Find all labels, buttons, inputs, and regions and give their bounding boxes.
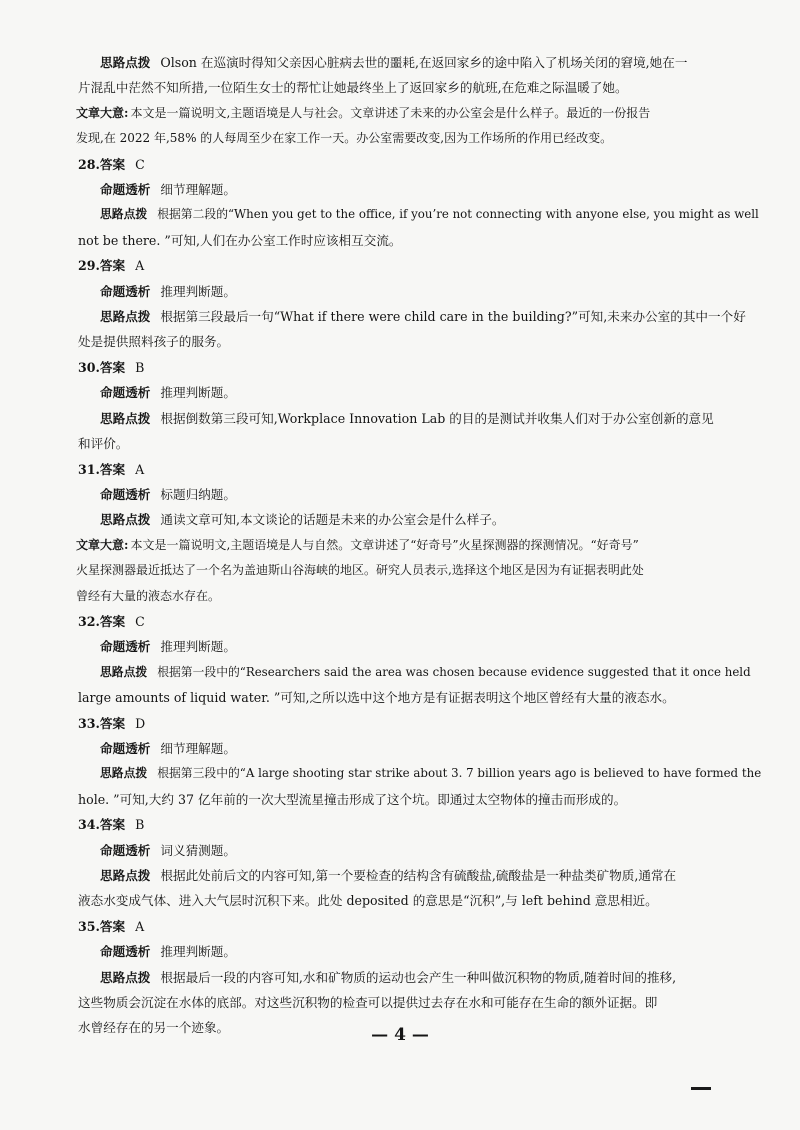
question-number: 31. [78, 461, 100, 477]
analysis-label: 命题透析 [100, 740, 151, 756]
answer-heading-33 [78, 711, 760, 736]
answer-heading-32 [78, 609, 760, 634]
thinking-text-cont: large amounts of liquid water. ”可知,之所以选中这个地方是有证据表明这个地区曾经有大量的液态水。 [78, 690, 675, 706]
thinking-text-cont: 这些物质会沉淀在水体的底部。对这些沉积物的检查可以提供过去存在水和可能存在生命的额外证据。即 [78, 995, 658, 1011]
analysis-text: 推理判断题。 [160, 639, 236, 655]
answer-value: D [135, 715, 146, 731]
analysis-text: 推理判断题。 [160, 283, 236, 299]
thinking-text: 根据倒数第三段可知,Workplace Innovation Lab 的目的是测试并收集人们对于办公室创新的意见 [160, 410, 714, 426]
analysis-label: 命题透析 [100, 842, 151, 858]
thinking-label: 思路点拨 [100, 55, 151, 70]
thinking-text-cont: not be there. ”可知,人们在办公室工作时应该相互交流。 [78, 232, 402, 248]
analysis-text: 推理判断题。 [160, 385, 236, 401]
scan-mark [691, 1087, 711, 1090]
answer-value: A [135, 461, 145, 477]
thinking-text-cont: 水曾经存在的另一个迹象。 [78, 1020, 230, 1036]
summary-text-cont: 曾经有大量的液态水存在。 [76, 588, 221, 603]
thinking-line-32 [78, 660, 760, 685]
analysis-line-32 [78, 634, 760, 659]
analysis-line-31 [78, 482, 760, 507]
question-number: 30. [78, 359, 100, 375]
analysis-line-33 [78, 736, 760, 761]
analysis-line-34 [78, 838, 760, 863]
thinking-text: 根据第三段中的“A large shooting star strike about 3. 7 billion years ago is believed to have formed the [157, 766, 762, 781]
thinking-text: 根据第二段的“When you get to the office, if you’re not connecting with anyone else, you might as well [157, 207, 759, 222]
thinking-line-34 [78, 863, 760, 888]
answer-heading-30 [78, 355, 760, 380]
thinking-text: 通读文章可知,本文谈论的话题是未来的办公室会是什么样子。 [160, 512, 505, 528]
thinking-text: 根据此处前后文的内容可知,第一个要检查的结构含有硫酸盐,硫酸盐是一种盐类矿物质,通常在 [160, 868, 677, 883]
summary-line [76, 533, 760, 558]
analysis-text: 标题归纳题。 [160, 486, 236, 502]
analysis-label: 命题透析 [100, 639, 151, 655]
thinking-text-cont: 处是提供照料孩子的服务。 [78, 334, 230, 350]
thinking-label: 思路点拨 [100, 969, 151, 985]
analysis-label: 命题透析 [100, 385, 151, 401]
thinking-label: 思路点拨 [100, 868, 151, 883]
answer-label: 答案 [99, 461, 126, 477]
thinking-text: 根据第一段中的“Researchers said the area was chosen because evidence suggested that it once held [157, 664, 751, 679]
answer-heading-34 [78, 812, 760, 837]
analysis-text: 词义猜测题。 [160, 842, 236, 858]
question-number: 29. [78, 258, 100, 274]
thinking-label: 思路点拨 [100, 512, 151, 528]
answer-label: 答案 [99, 918, 126, 934]
summary-label: 文章大意: [76, 537, 129, 552]
answer-heading-35 [78, 914, 760, 939]
question-number: 32. [78, 613, 100, 629]
thinking-line-30 [78, 406, 760, 431]
answer-value: C [135, 613, 145, 629]
thinking-label: 思路点拨 [100, 664, 148, 679]
answer-label: 答案 [99, 258, 126, 274]
answer-heading-31 [78, 457, 760, 482]
thinking-line-31 [78, 507, 760, 532]
intro-text: Olson 在巡演时得知父亲因心脏病去世的噩耗,在返回家乡的途中陷入了机场关闭的窘境,她在一 [160, 55, 688, 70]
answer-value: A [135, 258, 145, 274]
summary-text: 本文是一篇说明文,主题语境是人与社会。文章讲述了未来的办公室会是什么样子。最近的一份报告 [130, 105, 651, 120]
summary-text-cont: 发现,在 2022 年,58% 的人每周至少在家工作一天。办公室需要改变,因为工作场所的作用已经改变。 [76, 131, 613, 146]
analysis-line-29 [78, 279, 760, 304]
question-number: 35. [78, 918, 100, 934]
summary-text: 本文是一篇说明文,主题语境是人与自然。文章讲述了“好奇号”火星探测器的探测情况。“好奇号” [130, 537, 639, 552]
thinking-label: 思路点拨 [100, 410, 151, 426]
answer-heading-29 [78, 253, 760, 278]
analysis-line-35 [78, 939, 760, 964]
summary-line [76, 101, 760, 126]
analysis-label: 命题透析 [100, 944, 151, 960]
question-number: 28. [78, 156, 100, 172]
thinking-text-cont: 液态水变成气体、进入大气层时沉积下来。此处 deposited 的意思是“沉积”,与 left behind 意思相近。 [78, 893, 658, 909]
answer-value: A [135, 918, 145, 934]
answer-label: 答案 [99, 613, 126, 629]
thinking-text: 根据第三段最后一句“What if there were child care in the building?”可知,未来办公室的其中一个好 [160, 309, 746, 325]
answer-value: B [135, 817, 145, 833]
analysis-label: 命题透析 [100, 182, 151, 198]
summary-text-cont: 火星探测器最近抵达了一个名为盖迪斯山谷海峡的地区。研究人员表示,选择这个地区是因为有证据表明此处 [76, 563, 644, 578]
analysis-text: 推理判断题。 [160, 944, 236, 960]
question-number: 33. [78, 715, 100, 731]
answer-label: 答案 [99, 817, 126, 833]
analysis-label: 命题透析 [100, 283, 151, 299]
analysis-label: 命题透析 [100, 486, 151, 502]
thinking-line-28 [78, 202, 760, 227]
thinking-text-cont: hole. ”可知,大约 37 亿年前的一次大型流星撞击形成了这个坑。即通过太空物体的撞击而形成的。 [78, 791, 627, 807]
thinking-label: 思路点拨 [100, 766, 148, 781]
thinking-label: 思路点拨 [100, 207, 148, 222]
analysis-line-28 [78, 177, 760, 202]
page-number: — 4 — [371, 1025, 429, 1045]
thinking-text-cont: 和评价。 [78, 436, 129, 452]
answer-value: C [135, 156, 145, 172]
analysis-text: 细节理解题。 [160, 740, 236, 756]
answer-label: 答案 [99, 715, 126, 731]
analysis-line-30 [78, 380, 760, 405]
intro-text-cont: 片混乱中茫然不知所措,一位陌生女士的帮忙让她最终坐上了返回家乡的航班,在危难之际温暖了她。 [78, 80, 628, 96]
analysis-text: 细节理解题。 [160, 182, 236, 198]
answer-label: 答案 [99, 156, 126, 172]
question-number: 34. [78, 817, 100, 833]
answer-label: 答案 [99, 359, 126, 375]
thinking-line-29 [78, 304, 760, 329]
thinking-line-33 [78, 761, 760, 786]
thinking-label: 思路点拨 [100, 309, 151, 325]
intro-line [78, 50, 760, 75]
summary-label: 文章大意: [76, 105, 129, 120]
answer-value: B [135, 359, 145, 375]
answer-heading-28 [78, 152, 760, 177]
thinking-line-35 [78, 965, 760, 990]
thinking-text: 根据最后一段的内容可知,水和矿物质的运动也会产生一种叫做沉积物的物质,随着时间的推移, [160, 969, 677, 985]
